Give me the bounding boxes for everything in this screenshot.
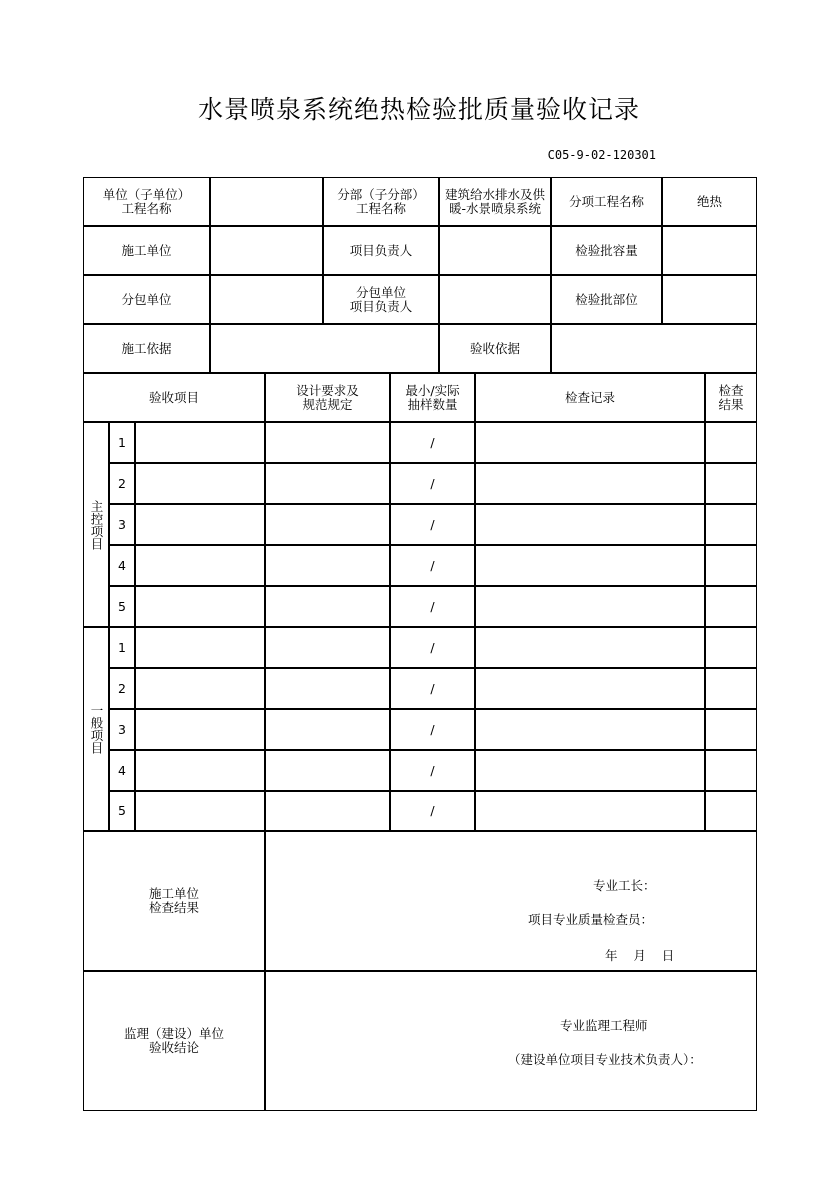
record-cell[interactable] xyxy=(475,627,705,668)
contractor-value[interactable] xyxy=(210,226,323,275)
row-number: 1 xyxy=(109,422,135,463)
quality-inspector-label: 项目专业质量检查员： xyxy=(528,912,654,927)
location-label: 检验批部位 xyxy=(551,275,662,324)
design-cell[interactable] xyxy=(265,504,390,545)
supervision-label: 监理（建设）单位 验收结论 xyxy=(83,971,265,1111)
result-cell[interactable] xyxy=(705,545,757,586)
supervising-engineer-label: 专业监理工程师 xyxy=(560,1018,648,1033)
design-cell[interactable] xyxy=(265,627,390,668)
item-cell[interactable] xyxy=(135,422,265,463)
subcontractor-label: 分包单位 xyxy=(83,275,210,324)
row-number: 3 xyxy=(109,709,135,750)
design-cell[interactable] xyxy=(265,545,390,586)
manager-label: 项目负责人 xyxy=(323,226,439,275)
sample-cell[interactable]: / xyxy=(390,422,475,463)
row-number: 4 xyxy=(109,545,135,586)
sample-cell[interactable]: / xyxy=(390,627,475,668)
record-cell[interactable] xyxy=(475,422,705,463)
result-cell[interactable] xyxy=(705,668,757,709)
page-title: 水景喷泉系统绝热检验批质量验收记录 xyxy=(197,95,640,124)
row-number: 4 xyxy=(109,750,135,791)
record-cell[interactable] xyxy=(475,668,705,709)
unit-name-label: 单位（子单位） 工程名称 xyxy=(83,177,210,226)
row-number: 5 xyxy=(109,586,135,627)
sub-manager-label: 分包单位 项目负责人 xyxy=(323,275,439,324)
design-cell[interactable] xyxy=(265,586,390,627)
basis-label: 施工依据 xyxy=(83,324,210,373)
contractor-label: 施工单位 xyxy=(83,226,210,275)
foreman-label: 专业工长： xyxy=(593,878,656,893)
manager-value[interactable] xyxy=(439,226,551,275)
subcontractor-value[interactable] xyxy=(210,275,323,324)
sample-cell[interactable]: / xyxy=(390,504,475,545)
design-cell[interactable] xyxy=(265,709,390,750)
col-sample-header: 最小/实际 抽样数量 xyxy=(390,373,475,422)
sub-project-label: 分部（子分部） 工程名称 xyxy=(323,177,439,226)
col-result-header: 检查 结果 xyxy=(705,373,757,422)
row-number: 3 xyxy=(109,504,135,545)
form-code: C05-9-02-120301 xyxy=(547,148,656,162)
design-cell[interactable] xyxy=(265,750,390,791)
design-cell[interactable] xyxy=(265,668,390,709)
item-cell[interactable] xyxy=(135,463,265,504)
result-cell[interactable] xyxy=(705,504,757,545)
capacity-label: 检验批容量 xyxy=(551,226,662,275)
construction-date: 年 月 日 xyxy=(605,948,675,963)
group-general xyxy=(83,627,109,831)
sample-cell[interactable]: / xyxy=(390,709,475,750)
record-cell[interactable] xyxy=(475,709,705,750)
record-cell[interactable] xyxy=(475,750,705,791)
owner-representative-label: （建设单位项目专业技术负责人）： xyxy=(508,1052,702,1067)
group-general-label: 一般项目 xyxy=(89,704,104,754)
result-cell[interactable] xyxy=(705,709,757,750)
result-cell[interactable] xyxy=(705,791,757,831)
row-number: 2 xyxy=(109,463,135,504)
record-cell[interactable] xyxy=(475,504,705,545)
record-cell[interactable] xyxy=(475,791,705,831)
record-cell[interactable] xyxy=(475,545,705,586)
location-value[interactable] xyxy=(662,275,757,324)
result-cell[interactable] xyxy=(705,422,757,463)
item-name-value[interactable]: 绝热 xyxy=(662,177,757,226)
row-number: 1 xyxy=(109,627,135,668)
unit-name-value[interactable] xyxy=(210,177,323,226)
sample-cell[interactable]: / xyxy=(390,791,475,831)
item-cell[interactable] xyxy=(135,750,265,791)
sample-cell[interactable]: / xyxy=(390,668,475,709)
sample-cell[interactable]: / xyxy=(390,586,475,627)
sample-cell[interactable]: / xyxy=(390,750,475,791)
sample-cell[interactable]: / xyxy=(390,545,475,586)
row-number: 5 xyxy=(109,791,135,831)
record-cell[interactable] xyxy=(475,463,705,504)
design-cell[interactable] xyxy=(265,791,390,831)
acceptance-basis-value[interactable] xyxy=(551,324,757,373)
result-cell[interactable] xyxy=(705,750,757,791)
col-record-header: 检查记录 xyxy=(475,373,705,422)
item-cell[interactable] xyxy=(135,586,265,627)
item-cell[interactable] xyxy=(135,627,265,668)
record-cell[interactable] xyxy=(475,586,705,627)
acceptance-basis-label: 验收依据 xyxy=(439,324,551,373)
item-cell[interactable] xyxy=(135,504,265,545)
item-cell[interactable] xyxy=(135,668,265,709)
design-cell[interactable] xyxy=(265,463,390,504)
col-design-header: 设计要求及 规范规定 xyxy=(265,373,390,422)
result-cell[interactable] xyxy=(705,586,757,627)
group-main-control-label: 主控项目 xyxy=(89,499,104,550)
item-cell[interactable] xyxy=(135,709,265,750)
item-name-label: 分项工程名称 xyxy=(551,177,662,226)
construction-check-area[interactable] xyxy=(265,831,757,971)
supervision-area[interactable] xyxy=(265,971,757,1111)
result-cell[interactable] xyxy=(705,463,757,504)
capacity-value[interactable] xyxy=(662,226,757,275)
item-cell[interactable] xyxy=(135,545,265,586)
sub-manager-value[interactable] xyxy=(439,275,551,324)
sub-project-value[interactable]: 建筑给水排水及供 暖-水景喷泉系统 xyxy=(439,177,551,226)
construction-check-label: 施工单位 检查结果 xyxy=(83,831,265,971)
group-main-control xyxy=(83,422,109,627)
result-cell[interactable] xyxy=(705,627,757,668)
basis-value[interactable] xyxy=(210,324,439,373)
design-cell[interactable] xyxy=(265,422,390,463)
item-cell[interactable] xyxy=(135,791,265,831)
sample-cell[interactable]: / xyxy=(390,463,475,504)
col-item-header: 验收项目 xyxy=(83,373,265,422)
row-number: 2 xyxy=(109,668,135,709)
